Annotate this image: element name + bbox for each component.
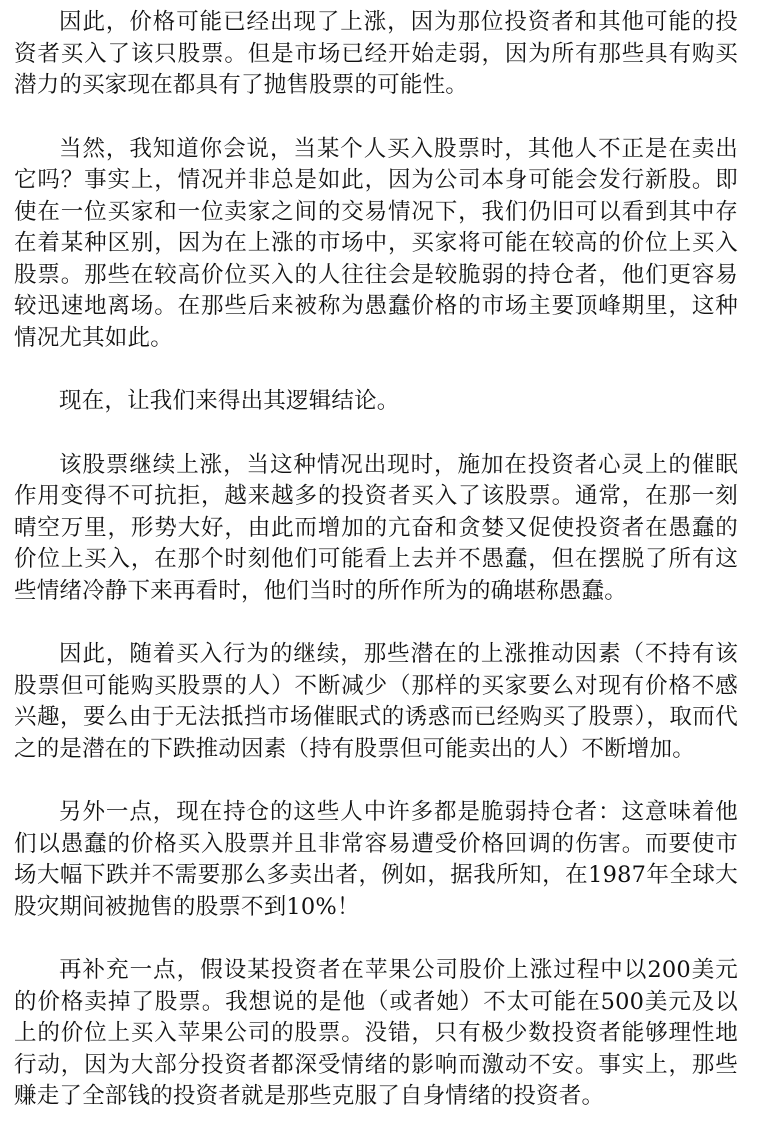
paragraph-2: 当然，我知道你会说，当某个人买入股票时，其他人不正是在卖出它吗？事实上，情况并非总是如此，因为公司本身可能会发行新股。即使在一位买家和一位卖家之间的交易情况下，我们仍旧可以看到其中存在着某种区别，因为在上涨的市场中，买家将可能在较高的价位上买入股票。那些在较高价位买入的人往往会是较脆弱的持仓者，他们更容易较迅速地离场。在那些后来被称为愚蠢价格的市场主要顶峰期里，这种情况尤其如此。 (14, 135, 738, 351)
paragraph-3: 现在，让我们来得出其逻辑结论。 (59, 388, 400, 414)
paragraph-5: 因此，随着买入行为的继续，那些潜在的上涨推动因素（不持有该股票但可能购买股票的人）不断减少（那样的买家要么对现有价格不感兴趣，要么由于无法抵挡市场催眠式的诱惑而已经购买了股票），取而代之的是潜在的下跌推动因素（持有股票但可能卖出的人）不断增加。 (14, 641, 738, 762)
document-page (14, 7, 738, 1145)
paragraph-1: 因此，价格可能已经出现了上涨，因为那位投资者和其他可能的投资者买入了该只股票。但是市场已经开始走弱，因为所有那些具有购买潜力的买家现在都具有了抛售股票的可能性。 (14, 9, 738, 98)
paragraph-7: 再补充一点，假设某投资者在苹果公司股价上涨过程中以200美元的价格卖掉了股票。我想说的是他（或者她）不太可能在500美元及以上的价位上买入苹果公司的股票。没错，只有极少数投资者能够理性地行动，因为大部分投资者都深受情绪的影响而激动不安。事实上，那些赚走了全部钱的投资者就是那些克服了自身情绪的投资者。 (14, 957, 738, 1109)
paragraph-4: 该股票继续上涨，当这种情况出现时，施加在投资者心灵上的催眠作用变得不可抗拒，越来越多的投资者买入了该股票。通常，在那一刻晴空万里，形势大好，由此而增加的亢奋和贪婪又促使投资者在愚蠢的价位上买入，在那个时刻他们可能看上去并不愚蠢，但在摆脱了所有这些情绪冷静下来再看时，他们当时的所作所为的确堪称愚蠢。 (14, 451, 738, 604)
paragraph-6: 另外一点，现在持仓的这些人中许多都是脆弱持仓者：这意味着他们以愚蠢的价格买入股票并且非常容易遭受价格回调的伤害。而要使市场大幅下跌并不需要那么多卖出者，例如，据我所知，在1987年全球大股灾期间被抛售的股票不到10%！ (14, 799, 738, 920)
